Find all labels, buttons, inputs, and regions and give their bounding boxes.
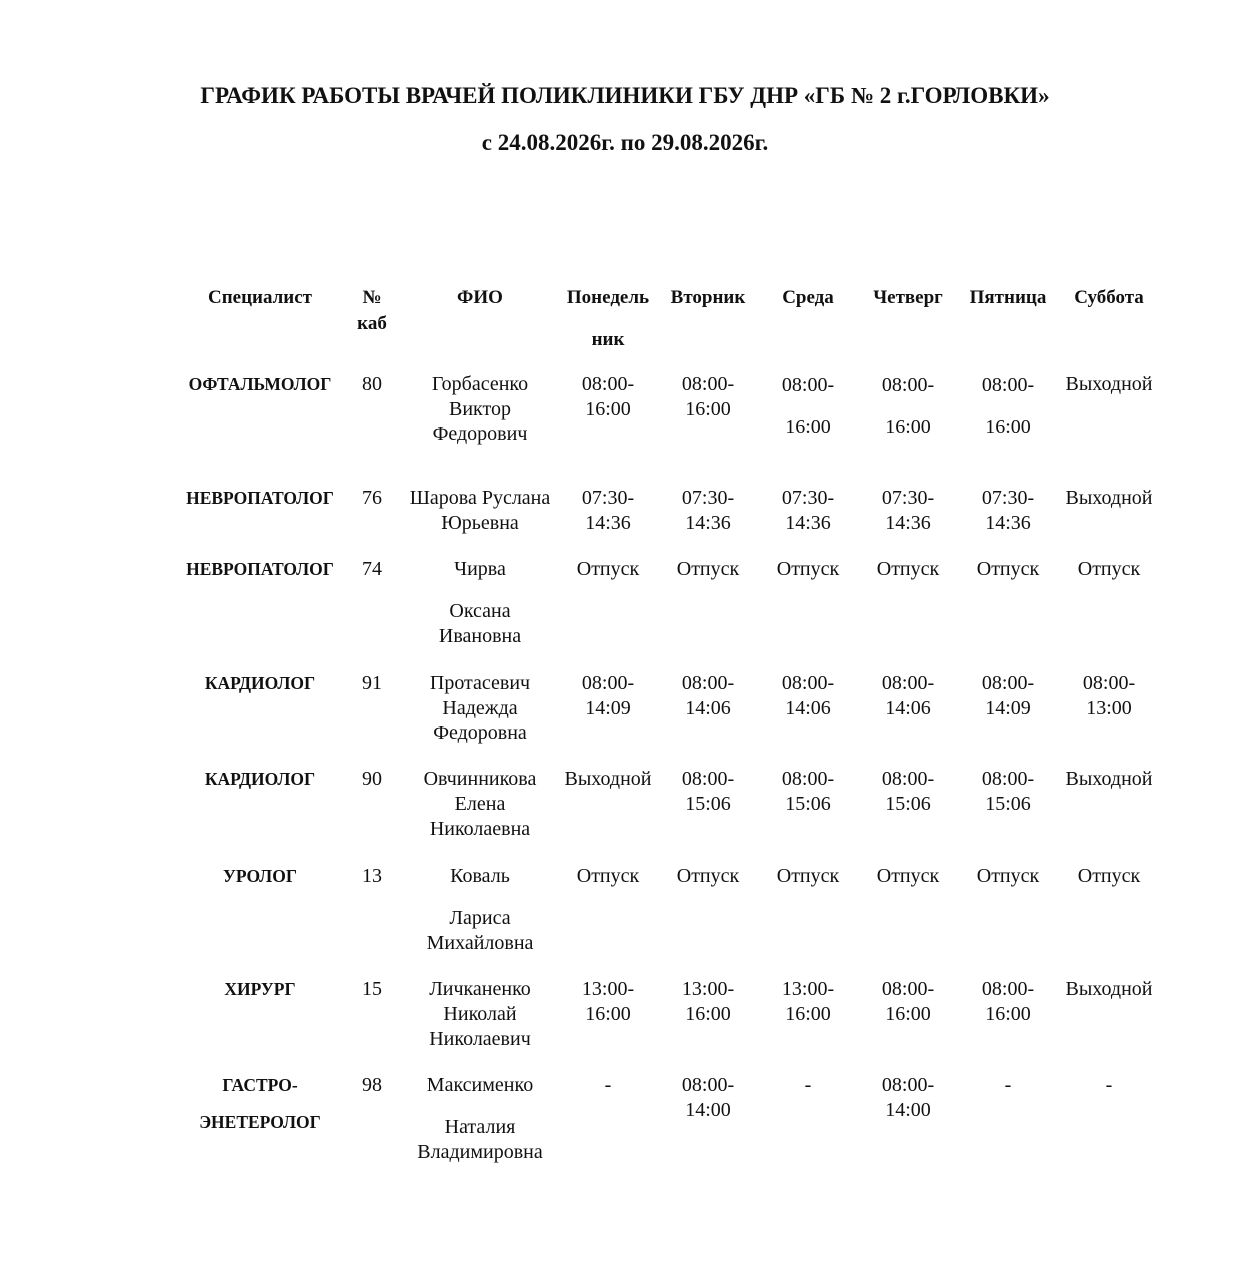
header-monday-line1: Понедель [566, 287, 650, 308]
room-cell: 15 [362, 978, 382, 1000]
saturday-cell: 08:00- 13:00 [1082, 672, 1136, 719]
saturday-cell: Выходной [1065, 978, 1153, 1000]
room-cell: 98 [362, 1074, 382, 1096]
doctor-name-cell: Максименко Наталия Владимировна [417, 1074, 543, 1163]
specialist-cell: ОФТАЛЬМОЛОГ [188, 374, 332, 394]
friday-cell: 08:00- 16:00 [981, 374, 1035, 438]
room-cell: 76 [362, 487, 382, 509]
friday-cell: 08:00- 15:06 [981, 768, 1035, 815]
doctor-name-cell: Чирва Оксана Ивановна [438, 558, 522, 647]
tuesday-cell: 07:30- 14:36 [681, 487, 735, 534]
header-saturday: Суббота [1074, 287, 1144, 308]
specialist-cell: КАРДИОЛОГ [204, 673, 316, 693]
monday-cell: Отпуск [576, 558, 640, 580]
monday-cell: 13:00- 16:00 [581, 978, 635, 1025]
header-wednesday: Среда [782, 287, 834, 308]
tuesday-cell: Отпуск [676, 865, 740, 887]
friday-cell: 08:00- 16:00 [981, 978, 1035, 1025]
doctor-name-cell: Горбасенко Виктор Федорович [431, 373, 529, 445]
friday-cell: Отпуск [976, 865, 1040, 887]
header-room-line2: каб [357, 313, 387, 334]
monday-cell: 08:00- 14:09 [581, 672, 635, 719]
specialist-cell: ГАСТРО- ЭНЕТЕРОЛОГ [199, 1075, 321, 1132]
thursday-cell: 08:00- 15:06 [881, 768, 935, 815]
saturday-cell: Отпуск [1077, 865, 1141, 887]
thursday-cell: 08:00- 14:06 [881, 672, 935, 719]
date-range: с 24.08.2026г. по 29.08.2026г. [481, 130, 769, 155]
tuesday-cell: 08:00- 16:00 [681, 373, 735, 420]
monday-cell: - [604, 1074, 612, 1096]
room-cell: 13 [362, 865, 382, 887]
doctor-name-cell: Овчинникова Елена Николаевна [423, 768, 537, 840]
saturday-cell: Выходной [1065, 768, 1153, 790]
specialist-cell: УРОЛОГ [223, 866, 297, 886]
header-thursday: Четверг [873, 287, 943, 308]
thursday-cell: 08:00- 16:00 [881, 374, 935, 438]
thursday-cell: 07:30- 14:36 [881, 487, 935, 534]
saturday-cell: Выходной [1065, 487, 1153, 509]
header-room-line1: № [362, 287, 382, 308]
monday-cell: Выходной [564, 768, 652, 790]
saturday-cell: Выходной [1065, 373, 1153, 395]
header-tuesday: Вторник [670, 287, 746, 308]
monday-cell: 07:30- 14:36 [581, 487, 635, 534]
tuesday-cell: 08:00- 15:06 [681, 768, 735, 815]
saturday-cell: - [1105, 1074, 1113, 1096]
document-title: ГРАФИК РАБОТЫ ВРАЧЕЙ ПОЛИКЛИНИКИ ГБУ ДНР «ГБ № 2 г.ГОРЛОВКИ» [200, 83, 1050, 108]
header-specialist: Специалист [207, 287, 313, 308]
doctor-name-cell: Шарова Руслана Юрьевна [409, 487, 551, 534]
tuesday-cell: 08:00- 14:06 [681, 672, 735, 719]
wednesday-cell: Отпуск [776, 865, 840, 887]
doctor-name-cell: Протасевич Надежда Федоровна [429, 672, 531, 744]
thursday-cell: Отпуск [876, 865, 940, 887]
specialist-cell: КАРДИОЛОГ [204, 769, 316, 789]
specialist-cell: НЕВРОПАТОЛОГ [186, 488, 334, 508]
specialist-cell: НЕВРОПАТОЛОГ [186, 559, 334, 579]
friday-cell: 07:30- 14:36 [981, 487, 1035, 534]
wednesday-cell: - [804, 1074, 812, 1096]
room-cell: 91 [362, 672, 382, 694]
header-monday-line2: ник [591, 329, 625, 350]
header-name: ФИО [457, 287, 503, 308]
room-cell: 80 [362, 373, 382, 395]
room-cell: 90 [362, 768, 382, 790]
wednesday-cell: 08:00- 15:06 [781, 768, 835, 815]
header-friday: Пятница [969, 287, 1047, 308]
saturday-cell: Отпуск [1077, 558, 1141, 580]
thursday-cell: 08:00- 14:00 [881, 1074, 935, 1121]
tuesday-cell: 13:00- 16:00 [681, 978, 735, 1025]
wednesday-cell: 08:00- 16:00 [781, 374, 835, 438]
room-cell: 74 [362, 558, 382, 580]
wednesday-cell: 07:30- 14:36 [781, 487, 835, 534]
doctor-name-cell: Личканенко Николай Николаевич [429, 978, 531, 1050]
friday-cell: Отпуск [976, 558, 1040, 580]
friday-cell: 08:00- 14:09 [981, 672, 1035, 719]
tuesday-cell: Отпуск [676, 558, 740, 580]
monday-cell: 08:00- 16:00 [581, 373, 635, 420]
wednesday-cell: Отпуск [776, 558, 840, 580]
doctor-name-cell: Коваль Лариса Михайловна [426, 865, 534, 954]
wednesday-cell: 08:00- 14:06 [781, 672, 835, 719]
friday-cell: - [1004, 1074, 1012, 1096]
wednesday-cell: 13:00- 16:00 [781, 978, 835, 1025]
thursday-cell: Отпуск [876, 558, 940, 580]
monday-cell: Отпуск [576, 865, 640, 887]
tuesday-cell: 08:00- 14:00 [681, 1074, 735, 1121]
specialist-cell: ХИРУРГ [224, 979, 296, 999]
thursday-cell: 08:00- 16:00 [881, 978, 935, 1025]
